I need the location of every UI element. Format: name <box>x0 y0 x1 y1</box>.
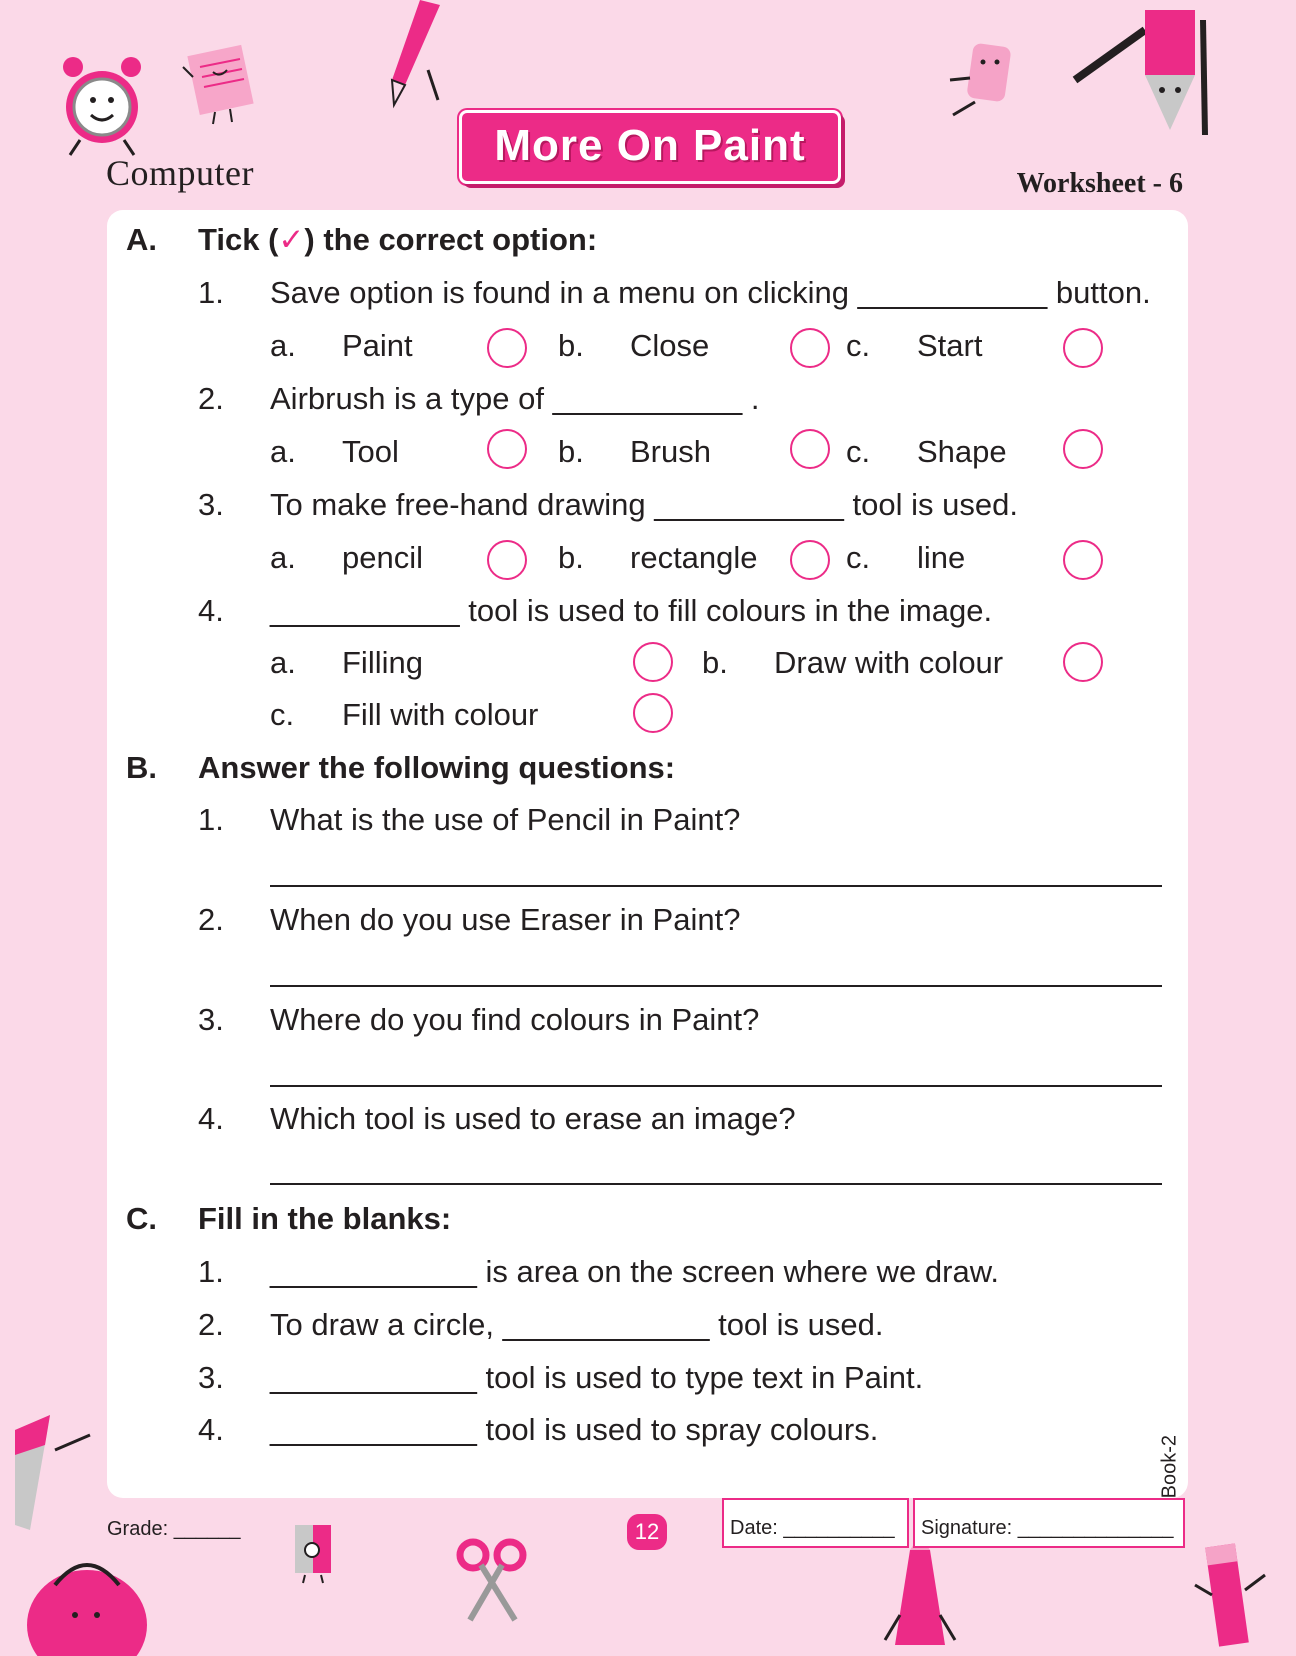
option-checkbox[interactable] <box>487 429 527 469</box>
sharpener-icon <box>285 1520 345 1585</box>
option-letter: b. <box>558 434 584 469</box>
question-text: What is the use of Pencil in Paint? <box>270 802 741 837</box>
section-a-heading-suffix: ) the correct option: <box>304 222 598 257</box>
pencil-icon <box>380 0 450 110</box>
question-number: 2. <box>198 381 224 416</box>
option-letter: c. <box>846 434 871 469</box>
option-letter: c. <box>846 540 871 575</box>
scissors-icon <box>455 1535 530 1625</box>
grade-field[interactable]: Grade: ______ <box>107 1518 241 1540</box>
question-number: 4. <box>198 1101 224 1136</box>
question-text: Save option is found in a menu on clicking ___________ button. <box>270 275 1151 310</box>
option-label: line <box>917 540 966 575</box>
pencil-character-icon <box>1190 1540 1270 1656</box>
pen-icon <box>880 1545 960 1656</box>
option-letter: b. <box>702 645 728 680</box>
option-label: Paint <box>342 328 413 363</box>
section-c-heading: Fill in the blanks: <box>198 1201 452 1236</box>
option-checkbox[interactable] <box>1063 540 1103 580</box>
tick-mark-icon: ✓ <box>278 222 305 257</box>
subject-label: Computer <box>106 153 254 193</box>
option-label: Close <box>630 328 710 363</box>
option-label: Filling <box>342 645 423 680</box>
option-letter: c. <box>270 697 295 732</box>
section-a-letter: A. <box>126 222 157 257</box>
option-checkbox[interactable] <box>790 328 830 368</box>
option-checkbox[interactable] <box>633 642 673 682</box>
blank-text: ____________ tool is used to type text in Paint. <box>270 1360 924 1395</box>
blank-text: ____________ tool is used to spray colours. <box>270 1412 879 1447</box>
answer-line[interactable] <box>270 1085 1162 1087</box>
book-label: Book-2 <box>1158 1435 1180 1499</box>
notebook-icon <box>175 42 265 127</box>
option-checkbox[interactable] <box>1063 429 1103 469</box>
blank-text: To draw a circle, ____________ tool is used. <box>270 1307 884 1342</box>
ruler-icon <box>10 1410 95 1530</box>
option-label: Draw with colour <box>774 645 1004 680</box>
option-checkbox[interactable] <box>487 540 527 580</box>
blank-number: 4. <box>198 1412 224 1447</box>
option-checkbox[interactable] <box>633 693 673 733</box>
option-label: Tool <box>342 434 399 469</box>
question-number: 1. <box>198 802 224 837</box>
option-checkbox[interactable] <box>790 540 830 580</box>
page-title: More On Paint <box>459 110 841 184</box>
option-checkbox[interactable] <box>1063 642 1103 682</box>
answer-line[interactable] <box>270 1183 1162 1185</box>
page-number: 12 <box>627 1514 667 1550</box>
option-letter: a. <box>270 328 296 363</box>
option-checkbox[interactable] <box>790 429 830 469</box>
option-checkbox[interactable] <box>1063 328 1103 368</box>
option-label: Start <box>917 328 983 363</box>
blank-number: 1. <box>198 1254 224 1289</box>
question-text: Which tool is used to erase an image? <box>270 1101 796 1136</box>
option-letter: a. <box>270 540 296 575</box>
option-letter: c. <box>846 328 871 363</box>
big-pencil-icon <box>1070 0 1210 140</box>
blank-number: 2. <box>198 1307 224 1342</box>
option-label: Brush <box>630 434 711 469</box>
section-a-heading-prefix: Tick ( <box>198 222 279 257</box>
worksheet-label: Worksheet - 6 <box>1016 168 1183 199</box>
section-b-letter: B. <box>126 750 157 785</box>
question-number: 3. <box>198 1002 224 1037</box>
question-number: 4. <box>198 593 224 628</box>
question-number: 2. <box>198 902 224 937</box>
question-text: To make free-hand drawing ___________ tool is used. <box>270 487 1018 522</box>
question-text: When do you use Eraser in Paint? <box>270 902 741 937</box>
bag-icon <box>15 1525 155 1656</box>
signature-field[interactable]: Signature: ______________ <box>913 1498 1185 1548</box>
blank-number: 3. <box>198 1360 224 1395</box>
section-c-letter: C. <box>126 1201 157 1236</box>
option-checkbox[interactable] <box>487 328 527 368</box>
question-text: Airbrush is a type of ___________ . <box>270 381 760 416</box>
answer-line[interactable] <box>270 885 1162 887</box>
option-label: pencil <box>342 540 423 575</box>
option-letter: b. <box>558 540 584 575</box>
option-label: rectangle <box>630 540 758 575</box>
question-text: Where do you find colours in Paint? <box>270 1002 760 1037</box>
alarm-clock-icon <box>55 45 150 160</box>
option-label: Fill with colour <box>342 697 539 732</box>
option-letter: b. <box>558 328 584 363</box>
question-number: 3. <box>198 487 224 522</box>
date-field[interactable]: Date: __________ <box>722 1498 909 1548</box>
question-text: ___________ tool is used to fill colours in the image. <box>270 593 993 628</box>
option-letter: a. <box>270 434 296 469</box>
section-b-heading: Answer the following questions: <box>198 750 676 785</box>
section-a-heading <box>198 220 597 260</box>
eraser-icon <box>945 40 1030 120</box>
blank-text: ____________ is area on the screen where we draw. <box>270 1254 999 1289</box>
question-number: 1. <box>198 275 224 310</box>
option-letter: a. <box>270 645 296 680</box>
option-label: Shape <box>917 434 1007 469</box>
answer-line[interactable] <box>270 985 1162 987</box>
